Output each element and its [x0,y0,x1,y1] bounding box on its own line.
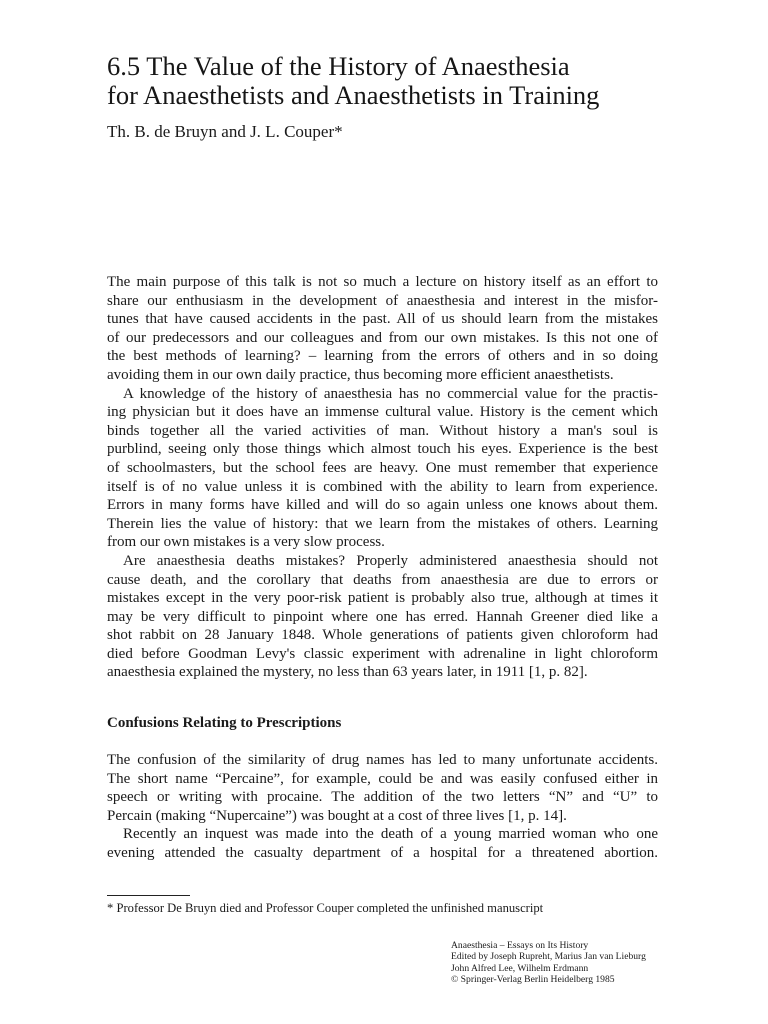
text-line: The short name “Percaine”, for example, could be and was easily confused either in [107,770,658,787]
text-line: of schoolmasters, but the school fees are heavy. One must remember that experience [107,459,658,476]
text-line: The confusion of the similarity of drug names has led to many unfortunate accidents. [107,752,658,768]
text-line: Errors in many forms have killed and will do so again unless one knows about them. [107,497,658,514]
text-line: A knowledge of the history of anaesthesia has no commercial value for the practis- [123,385,658,402]
text-line: Are anaesthesia deaths mistakes? Properly administered anaesthesia should not [123,552,658,569]
text-line: share our enthusiasm in the development of anaesthesia and interest in the misfor- [107,292,658,309]
section-text [107,751,658,863]
text-line: died before Goodman Levy's classic experiment with adrenaline in light chloroform [107,645,658,662]
text-line: The main purpose of this talk is not so much a lecture on history itself as an effort to [107,274,658,290]
text-line: tunes that have caused accidents in the past. All of us should learn from the mistakes [107,311,658,328]
text-line: itself is of no value unless it is combined with the ability to learn from experience. [107,478,658,495]
text-line: mistakes except in the very poor-risk patient is probably also true, although at times it [107,590,658,607]
paragraph-1 [107,273,658,385]
text-line: may be very difficult to pinpoint where one has erred. Hannah Greener died like a [107,608,658,625]
publisher-imprint [451,940,646,986]
section-paragraph-2 [107,825,658,862]
intro-text [107,273,658,682]
imprint-line: John Alfred Lee, Wilhelm Erdmann [451,962,589,974]
imprint-line: Edited by Joseph Rupreht, Marius Jan van Lieburg [451,951,646,963]
text-line: binds together all the varied activities of man. Without history a man's soul is [107,422,658,439]
imprint-line: Anaesthesia – Essays on Its History [451,940,589,951]
text-line: from our own mistakes is a very slow process. [107,534,385,551]
section-heading: Confusions Relating to Prescriptions [107,715,342,731]
text-line: shot rabbit on 28 January 1848. Whole generations of patients given chloroform had [107,627,658,644]
footnote-divider [107,895,190,896]
text-line: Percain (making “Nupercaine”) was bought at a cost of three lives [1, p. 14]. [107,807,567,824]
text-line: of our predecessors and our colleagues and from our own mistakes. Is this not one of [107,329,658,346]
text-line: evening attended the casualty department of a hospital for a threatened abortion. [107,844,658,861]
chapter-title-line-2: for Anaesthetists and Anaesthetists in Training [107,80,600,110]
text-line: Recently an inquest was made into the death of a young married woman who one [123,826,658,843]
section-paragraph-1 [107,751,658,825]
text-line: Therein lies the value of history: that we learn from the mistakes of others. Learning [107,515,658,532]
text-line: ing physician but it does have an immense cultural value. History is the cement which [107,404,658,421]
text-line: avoiding them in our own daily practice, thus becoming more efficient anaesthetists. [107,366,614,383]
chapter-title-line-1: 6.5 The Value of the History of Anaesthesia [107,51,570,81]
paragraph-3 [107,552,658,682]
text-line: purblind, seeing only those things which almost touch his eyes. Experience is the best [107,441,658,458]
text-line: cause death, and the corollary that deaths from anaesthesia are due to errors or [107,571,658,588]
footnote: * Professor De Bruyn died and Professor Couper completed the unfinished manuscript [107,901,544,915]
text-line: the best methods of learning? – learning from the errors of others and in so doing [107,348,658,365]
chapter-authors: Th. B. de Bruyn and J. L. Couper* [107,122,343,141]
text-line: speech or writing with procaine. The addition of the two letters “N” and “U” to [107,789,658,806]
text-line: anaesthesia explained the mystery, no less than 63 years later, in 1911 [1, p. 82]. [107,664,588,681]
paragraph-2 [107,385,658,552]
chapter-title [107,52,727,110]
imprint-line: © Springer-Verlag Berlin Heidelberg 1985 [451,974,615,986]
